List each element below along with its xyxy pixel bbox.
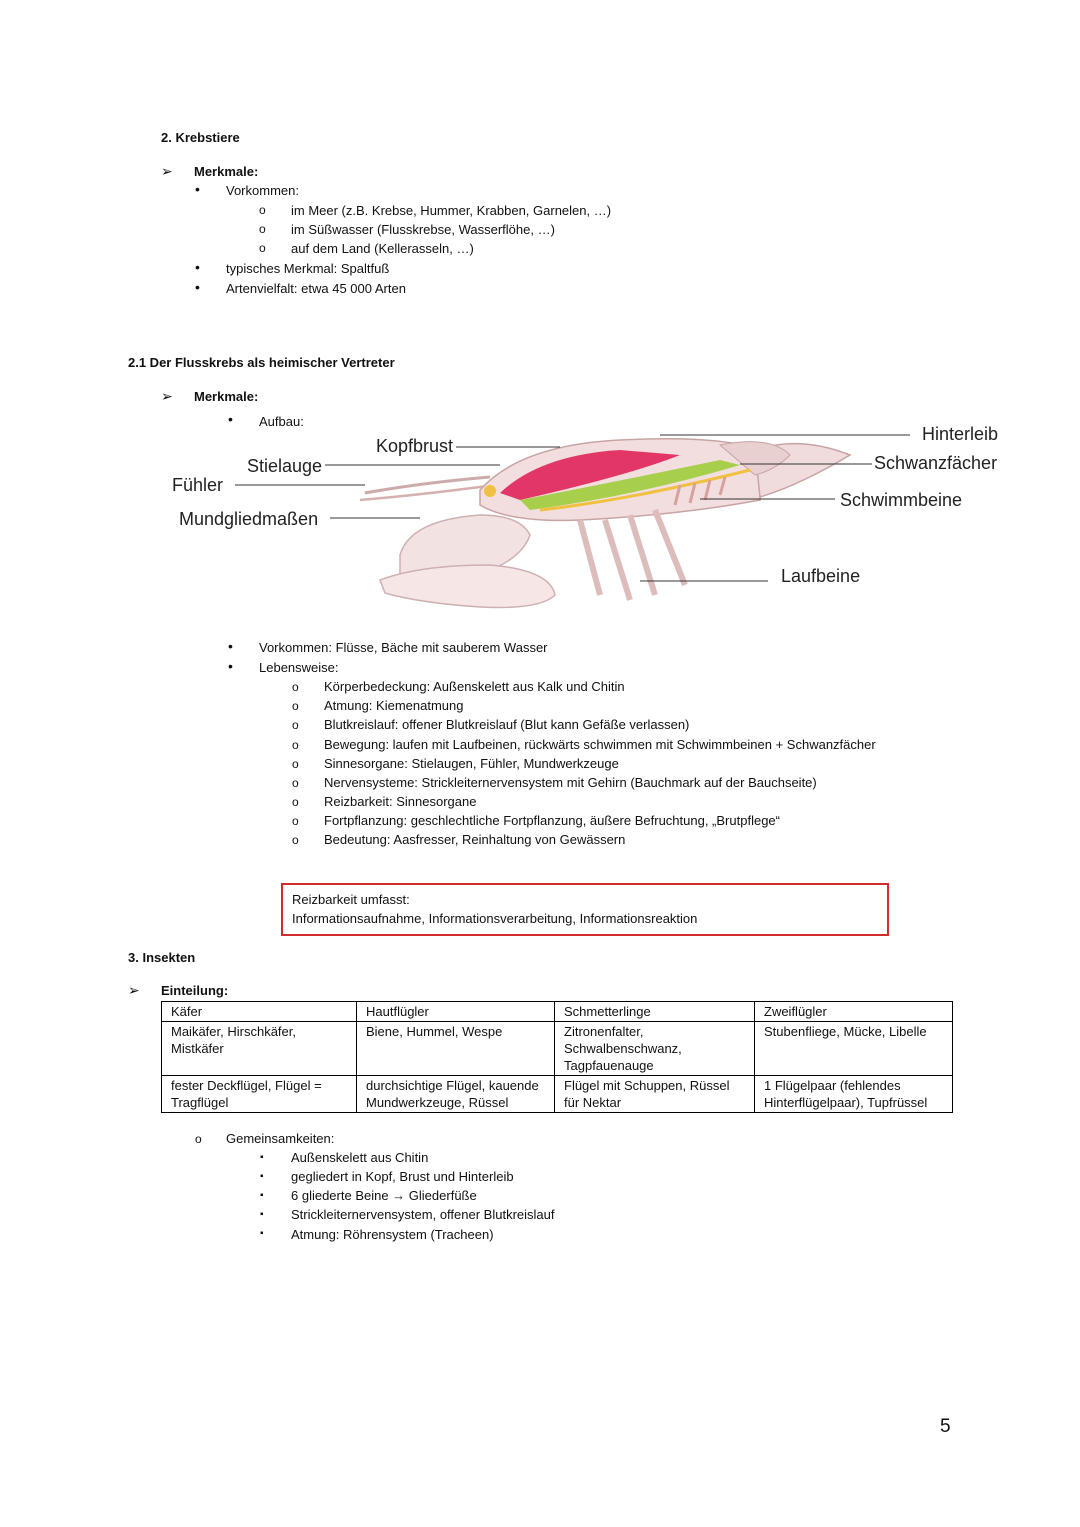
antenna-shape xyxy=(360,485,495,500)
section-2-1-title: 2.1 Der Flusskrebs als heimischer Vertreter xyxy=(128,355,395,370)
table-cell: Stubenfliege, Mücke, Libelle xyxy=(755,1022,953,1076)
section-3-title: 3. Insekten xyxy=(128,950,196,965)
circle-bullet-icon: o xyxy=(292,776,299,790)
table-cell: fester Deckflügel, Flügel = Tragflügel xyxy=(162,1076,357,1113)
circle-bullet-icon: o xyxy=(259,203,266,217)
section-2-title: 2. Krebstiere xyxy=(161,130,240,145)
arrow-bullet-icon: ➢ xyxy=(128,982,140,998)
circle-bullet-icon: o xyxy=(292,699,299,713)
antenna-shape xyxy=(365,477,490,493)
table-header-cell: Zweiflügler xyxy=(755,1002,953,1022)
table-cell: 1 Flügelpaar (fehlendes Hinterflügelpaar), Tupfrüssel xyxy=(755,1076,953,1113)
leg-shape xyxy=(580,520,600,595)
circle-bullet-icon: o xyxy=(292,795,299,809)
leg-shape xyxy=(630,515,655,595)
table-cell: Maikäfer, Hirschkäfer, Mistkäfer xyxy=(162,1022,357,1076)
list-item: Sinnesorgane: Stielaugen, Fühler, Mundwerkzeuge xyxy=(324,756,619,771)
leg-shape xyxy=(655,510,685,585)
label-hinterleib: Hinterleib xyxy=(922,424,999,444)
note-line-2: Informationsaufnahme, Informationsverarbeitung, Informationsreaktion xyxy=(292,911,698,926)
merkmale-label: Merkmale: xyxy=(194,164,259,179)
label-fuehler: Fühler xyxy=(172,475,224,495)
bullet-dot-icon: • xyxy=(228,658,233,674)
note-box xyxy=(281,883,889,936)
square-bullet-icon: ▪ xyxy=(260,1171,264,1182)
table-header-cell: Schmetterlinge xyxy=(555,1002,755,1022)
square-bullet-icon: ▪ xyxy=(260,1228,264,1239)
list-item: gegliedert in Kopf, Brust und Hinterleib xyxy=(291,1169,514,1184)
table-header-cell: Käfer xyxy=(162,1002,357,1022)
label-stielauge: Stielauge xyxy=(247,456,323,476)
note-line-1: Reizbarkeit umfasst: xyxy=(292,892,410,907)
einteilung-label: Einteilung: xyxy=(161,983,229,998)
list-item: Blutkreislauf: offener Blutkreislauf (Blut kann Gefäße verlassen) xyxy=(324,717,690,732)
list-item: im Süßwasser (Flusskrebse, Wasserflöhe, …) xyxy=(291,222,555,237)
table-cell: Zitronenfalter, Schwalbenschwanz, Tagpfauenauge xyxy=(555,1022,755,1076)
list-item: Fortpflanzung: geschlechtliche Fortpflanzung, äußere Befruchtung, „Brutpflege“ xyxy=(324,813,780,828)
arrow-bullet-icon: ➢ xyxy=(161,163,173,179)
circle-bullet-icon: o xyxy=(292,833,299,847)
list-item: Außenskelett aus Chitin xyxy=(291,1150,429,1165)
list-item: auf dem Land (Kellerasseln, …) xyxy=(291,241,474,256)
list-item: 6 gliederte Beine → Gliederfüße xyxy=(291,1188,477,1203)
label-kopfbrust: Kopfbrust xyxy=(376,436,454,456)
typisch-merkmal: typisches Merkmal: Spaltfuß xyxy=(226,261,390,276)
bullet-dot-icon: • xyxy=(228,638,233,654)
bullet-dot-icon: • xyxy=(195,279,200,295)
bullet-dot-icon: • xyxy=(228,411,233,427)
table-cell: Flügel mit Schuppen, Rüssel für Nektar xyxy=(555,1076,755,1113)
aufbau-label: Aufbau: xyxy=(259,414,304,429)
bullet-dot-icon: • xyxy=(195,181,200,197)
arrow-bullet-icon: ➢ xyxy=(161,388,173,404)
list-item: Reizbarkeit: Sinnesorgane xyxy=(324,794,477,809)
circle-bullet-icon: o xyxy=(195,1132,202,1146)
label-mundgliedmassen: Mundgliedmaßen xyxy=(179,509,319,529)
list-item: Nervensysteme: Strickleiternervensystem mit Gehirn (Bauchmark auf der Bauchseite) xyxy=(324,775,817,790)
table-cell: Biene, Hummel, Wespe xyxy=(357,1022,555,1076)
page-number: 5 xyxy=(940,1416,951,1437)
label-schwimmbeine: Schwimmbeine xyxy=(840,490,963,510)
square-bullet-icon: ▪ xyxy=(260,1209,264,1220)
list-item: Strickleiternervensystem, offener Blutkreislauf xyxy=(291,1207,555,1222)
table-row xyxy=(162,1022,953,1076)
list-item: Atmung: Kiemenatmung xyxy=(324,698,464,713)
square-bullet-icon: ▪ xyxy=(260,1152,264,1163)
circle-bullet-icon: o xyxy=(292,718,299,732)
circle-bullet-icon: o xyxy=(292,680,299,694)
circle-bullet-icon: o xyxy=(259,241,266,255)
merkmale-label: Merkmale: xyxy=(194,389,259,404)
vorkommen-text: Vorkommen: Flüsse, Bäche mit sauberem Wasser xyxy=(259,640,548,655)
label-schwanzfaecher: Schwanzfächer xyxy=(874,453,998,473)
list-item: im Meer (z.B. Krebse, Hummer, Krabben, Garnelen, …) xyxy=(291,203,612,218)
list-item: Bedeutung: Aasfresser, Reinhaltung von Gewässern xyxy=(324,832,626,847)
leg-shape xyxy=(605,520,630,600)
square-bullet-icon: ▪ xyxy=(260,1190,264,1201)
eye-shape xyxy=(484,485,496,497)
vorkommen-label: Vorkommen: xyxy=(226,183,299,198)
table-cell: durchsichtige Flügel, kauende Mundwerkzeuge, Rüssel xyxy=(357,1076,555,1113)
table-header-cell: Hautflügler xyxy=(357,1002,555,1022)
circle-bullet-icon: o xyxy=(259,222,266,236)
insect-table xyxy=(161,1001,953,1113)
gemeinsam-label: Gemeinsamkeiten: xyxy=(226,1131,335,1146)
circle-bullet-icon: o xyxy=(292,738,299,752)
list-item: Atmung: Röhrensystem (Tracheen) xyxy=(291,1227,494,1242)
list-item: Körperbedeckung: Außenskelett aus Kalk und Chitin xyxy=(324,679,625,694)
artenvielfalt: Artenvielfalt: etwa 45 000 Arten xyxy=(226,281,406,296)
label-laufbeine: Laufbeine xyxy=(781,566,861,586)
circle-bullet-icon: o xyxy=(292,814,299,828)
list-item: Bewegung: laufen mit Laufbeinen, rückwärts schwimmen mit Schwimmbeinen + Schwanzfächer xyxy=(324,737,876,752)
table-row xyxy=(162,1076,953,1113)
bullet-dot-icon: • xyxy=(195,259,200,275)
lebensweise-label: Lebensweise: xyxy=(259,660,339,675)
table-row xyxy=(162,1002,953,1022)
circle-bullet-icon: o xyxy=(292,757,299,771)
